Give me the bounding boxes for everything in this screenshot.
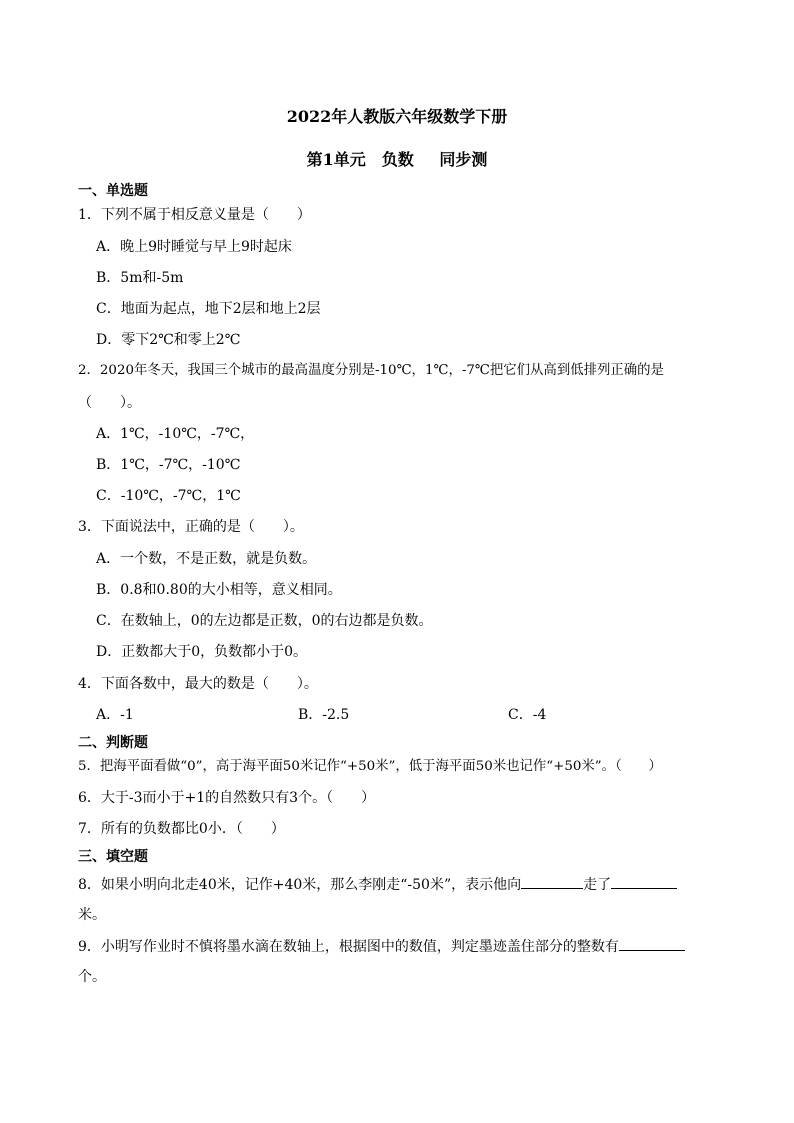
answer-blank-distance[interactable] <box>611 873 677 889</box>
answer-blank-direction[interactable] <box>521 873 583 889</box>
question-1-option-c: C．地面为起点，地下2层和地上2层 <box>96 301 321 317</box>
section-fill-blank: 三、填空题 <box>78 849 148 865</box>
question-8-text-part1: 8．如果小明向北走40米，记作+40米，那么李刚走“-50米”，表示他向 <box>78 877 522 893</box>
question-8-line2: 米。 <box>78 907 106 923</box>
question-2-stem-line2: （ ）。 <box>78 395 141 411</box>
question-3-option-b: B．0.8和0.80的大小相等，意义相同。 <box>96 582 342 598</box>
question-9-line2: 个。 <box>78 969 106 985</box>
section-single-choice: 一、单选题 <box>78 183 148 199</box>
question-9-text-part1: 9．小明写作业时不慎将墨水滴在数轴上，根据图中的数值，判定墨迹盖住部分的整数有 <box>78 939 619 955</box>
question-3-option-a: A．一个数，不是正数，就是负数。 <box>96 551 317 567</box>
question-4-option-a: A．-1 <box>96 707 134 723</box>
section-true-false: 二、判断题 <box>78 735 148 751</box>
question-1-stem: 1．下列不属于相反意义量是（ ） <box>78 207 311 223</box>
question-4-stem: 4．下面各数中，最大的数是（ ）。 <box>78 676 318 692</box>
question-3-option-d: D．正数都大于0，负数都小于0。 <box>96 644 308 660</box>
question-2-option-b: B．1℃，-7℃，-10℃ <box>96 457 241 473</box>
document-subtitle: 第1单元 负数 同步测 <box>306 150 488 169</box>
question-3-stem: 3．下面说法中，正确的是（ ）。 <box>78 519 304 535</box>
question-8-text-part2: 走了 <box>583 877 612 893</box>
question-2-option-a: A．1℃，-10℃，-7℃， <box>96 426 255 442</box>
question-5-stem: 5．把海平面看做“0”，高于海平面50米记作“+50米”，低于海平面50米也记作“+50米”。（ ） <box>78 759 662 774</box>
question-1-option-d: D．零下2℃和零上2℃ <box>96 332 241 348</box>
question-2-option-c: C．-10℃，-7℃，1℃ <box>96 488 241 504</box>
question-4-option-c: C．-4 <box>508 707 547 723</box>
question-3-option-c: C．在数轴上，0的左边都是正数，0的右边都是负数。 <box>96 613 433 629</box>
question-1-option-a: A．晚上9时睡觉与早上9时起床 <box>96 239 292 255</box>
question-6-stem: 6．大于-3而小于+1的自然数只有3个。（ ） <box>78 790 376 806</box>
question-2-stem-line1: 2．2020年冬天，我国三个城市的最高温度分别是-10℃，1℃，-7℃把它们从高到低排列正确的是 <box>78 363 664 378</box>
answer-blank-integer-count[interactable] <box>619 935 685 951</box>
question-8-line1 <box>78 873 718 895</box>
document-title: 2022年人教版六年级数学下册 <box>286 107 508 126</box>
question-7-stem: 7．所有的负数都比0小．（ ） <box>78 821 285 837</box>
question-4-option-b: B．-2.5 <box>298 707 350 723</box>
question-1-option-b: B．5m和-5m <box>96 270 184 286</box>
question-9-line1 <box>78 935 718 957</box>
